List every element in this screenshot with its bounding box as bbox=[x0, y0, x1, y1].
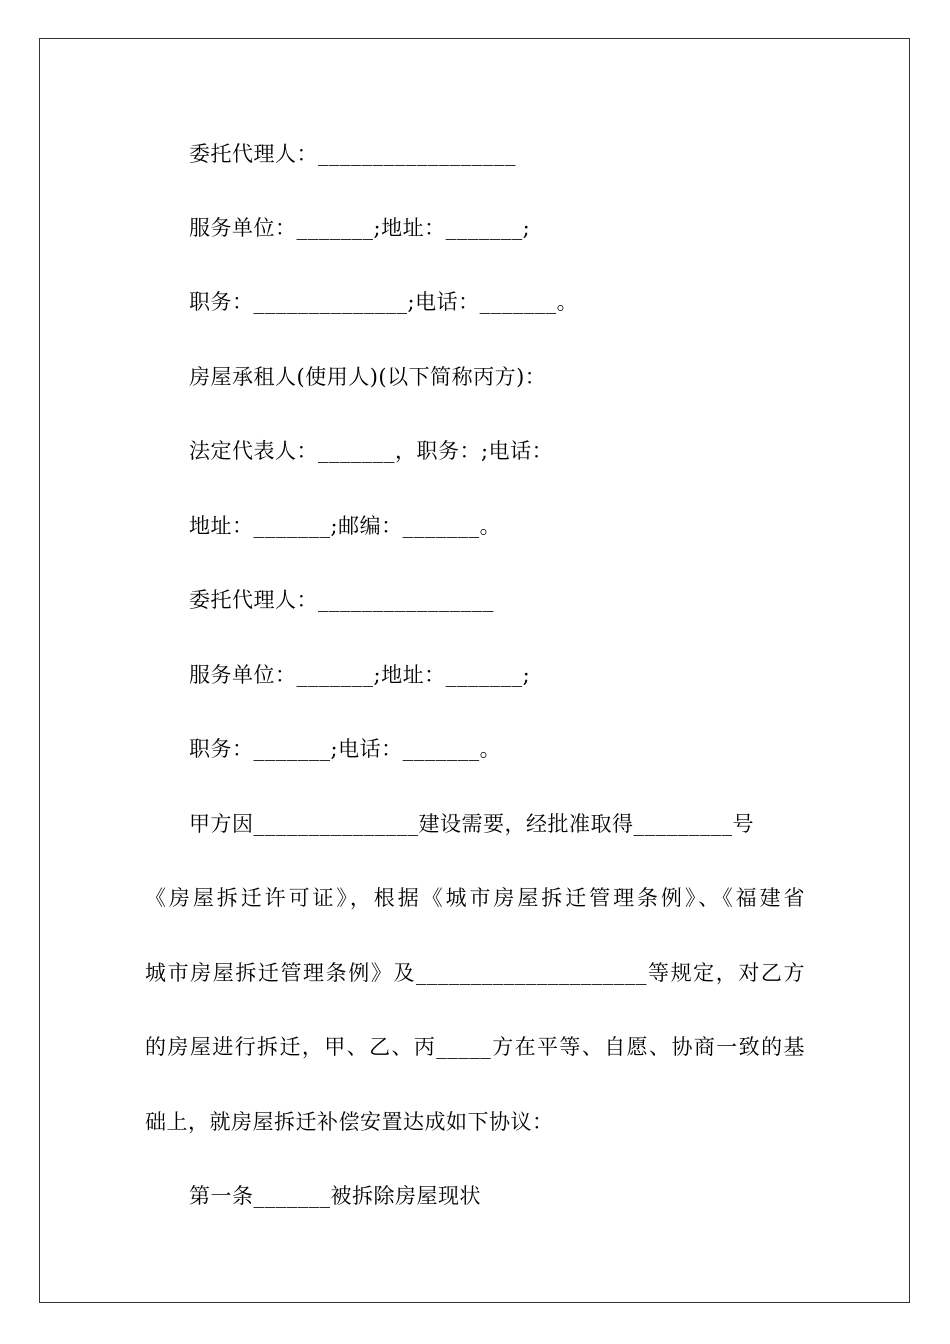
article-one-heading: 第一条_______被拆除房屋现状 bbox=[189, 1184, 481, 1208]
legal-rep-line: 法定代表人：_______，职务：;电话： bbox=[189, 439, 554, 463]
employer-line-2: 服务单位：_______;地址：_______; bbox=[189, 663, 531, 687]
position-line-2: 职务：_______;电话：_______。 bbox=[189, 737, 502, 761]
agent-line-1: 委托代理人：__________________ bbox=[189, 142, 516, 166]
tenant-heading: 房屋承租人(使用人)(以下简称丙方)： bbox=[189, 365, 547, 389]
paragraph-line-1: 甲方因_______________建设需要，经批准取得_________号 bbox=[189, 812, 754, 836]
paragraph-line-3: 城市房屋拆迁管理条例》及_____________________等规定，对乙方 bbox=[145, 961, 805, 985]
position-line-1: 职务：______________;电话：_______。 bbox=[189, 290, 579, 314]
paragraph-line-4: 的房屋进行拆迁，甲、乙、丙_____方在平等、自愿、协商一致的基 bbox=[145, 1035, 805, 1059]
paragraph-line-5: 础上，就房屋拆迁补偿安置达成如下协议： bbox=[145, 1110, 554, 1134]
address-line: 地址：_______;邮编：_______。 bbox=[189, 514, 502, 538]
agent-line-2: 委托代理人：________________ bbox=[189, 588, 494, 612]
employer-line-1: 服务单位：_______;地址：_______; bbox=[189, 216, 531, 240]
paragraph-line-2: 《房屋拆迁许可证》，根据《城市房屋拆迁管理条例》、《福建省 bbox=[145, 886, 805, 910]
